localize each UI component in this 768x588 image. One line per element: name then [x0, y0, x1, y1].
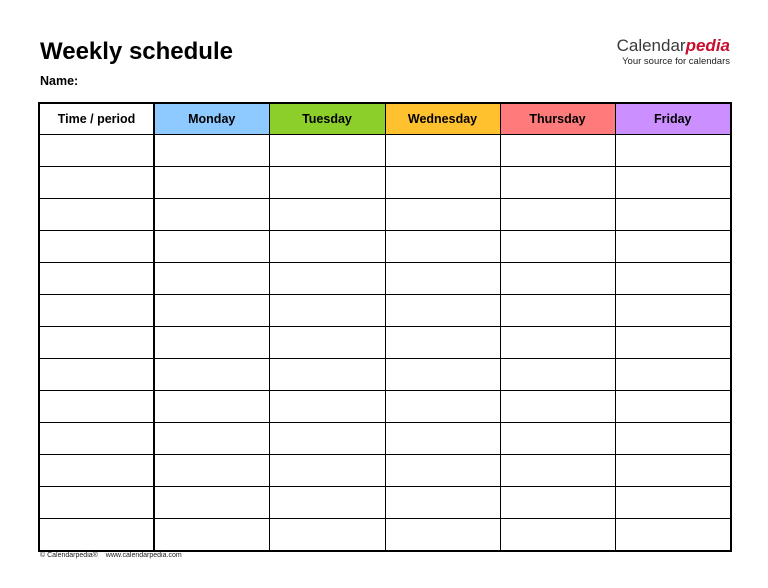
table-row	[39, 295, 731, 327]
day-header-friday: Friday	[615, 103, 731, 135]
schedule-cell[interactable]	[615, 391, 731, 423]
schedule-cell[interactable]	[154, 263, 269, 295]
schedule-cell[interactable]	[500, 487, 615, 519]
schedule-cell[interactable]	[615, 167, 731, 199]
time-period-cell[interactable]	[39, 167, 154, 199]
brand-name	[617, 36, 730, 56]
schedule-cell[interactable]	[615, 199, 731, 231]
schedule-cell[interactable]	[385, 199, 500, 231]
schedule-cell[interactable]	[385, 455, 500, 487]
time-period-cell[interactable]	[39, 519, 154, 552]
schedule-cell[interactable]	[269, 391, 385, 423]
schedule-cell[interactable]	[500, 263, 615, 295]
schedule-cell[interactable]	[385, 423, 500, 455]
schedule-cell[interactable]	[154, 487, 269, 519]
day-header-thursday: Thursday	[500, 103, 615, 135]
schedule-body	[39, 135, 731, 552]
schedule-cell[interactable]	[500, 295, 615, 327]
schedule-cell[interactable]	[269, 295, 385, 327]
schedule-cell[interactable]	[154, 295, 269, 327]
schedule-cell[interactable]	[154, 167, 269, 199]
schedule-cell[interactable]	[615, 487, 731, 519]
schedule-cell[interactable]	[615, 359, 731, 391]
table-row	[39, 423, 731, 455]
table-row	[39, 167, 731, 199]
time-period-cell[interactable]	[39, 295, 154, 327]
schedule-cell[interactable]	[269, 455, 385, 487]
schedule-cell[interactable]	[615, 327, 731, 359]
brand-tagline: Your source for calendars	[622, 56, 730, 67]
schedule-cell[interactable]	[385, 167, 500, 199]
schedule-cell[interactable]	[500, 359, 615, 391]
brand-logo[interactable]	[617, 36, 730, 67]
time-period-cell[interactable]	[39, 327, 154, 359]
schedule-cell[interactable]	[269, 423, 385, 455]
table-row	[39, 359, 731, 391]
schedule-cell[interactable]	[269, 327, 385, 359]
schedule-cell[interactable]	[269, 199, 385, 231]
page-title: Weekly schedule	[40, 38, 233, 65]
table-row	[39, 199, 731, 231]
schedule-cell[interactable]	[269, 135, 385, 167]
schedule-cell[interactable]	[385, 391, 500, 423]
table-row	[39, 135, 731, 167]
table-row	[39, 455, 731, 487]
schedule-cell[interactable]	[154, 327, 269, 359]
schedule-cell[interactable]	[385, 231, 500, 263]
time-period-cell[interactable]	[39, 231, 154, 263]
schedule-cell[interactable]	[615, 423, 731, 455]
footer-url[interactable]: www.calendarpedia.com	[105, 552, 182, 559]
table-row	[39, 263, 731, 295]
schedule-cell[interactable]	[385, 135, 500, 167]
time-period-cell[interactable]	[39, 487, 154, 519]
time-period-cell[interactable]	[39, 263, 154, 295]
schedule-cell[interactable]	[269, 519, 385, 552]
time-period-cell[interactable]	[39, 455, 154, 487]
schedule-cell[interactable]	[615, 231, 731, 263]
schedule-cell[interactable]	[385, 359, 500, 391]
schedule-cell[interactable]	[615, 135, 731, 167]
schedule-cell[interactable]	[615, 263, 731, 295]
time-period-cell[interactable]	[39, 359, 154, 391]
schedule-cell[interactable]	[269, 487, 385, 519]
schedule-cell[interactable]	[385, 487, 500, 519]
day-header-wednesday: Wednesday	[385, 103, 500, 135]
schedule-cell[interactable]	[154, 231, 269, 263]
schedule-cell[interactable]	[154, 359, 269, 391]
schedule-cell[interactable]	[385, 263, 500, 295]
footer	[40, 551, 182, 560]
table-row	[39, 327, 731, 359]
time-period-cell[interactable]	[39, 199, 154, 231]
schedule-cell[interactable]	[154, 423, 269, 455]
schedule-cell[interactable]	[500, 231, 615, 263]
schedule-cell[interactable]	[154, 199, 269, 231]
day-header-tuesday: Tuesday	[269, 103, 385, 135]
schedule-cell[interactable]	[154, 455, 269, 487]
schedule-cell[interactable]	[385, 519, 500, 552]
schedule-cell[interactable]	[385, 295, 500, 327]
schedule-cell[interactable]	[500, 455, 615, 487]
schedule-cell[interactable]	[500, 167, 615, 199]
schedule-cell[interactable]	[385, 327, 500, 359]
schedule-cell[interactable]	[615, 295, 731, 327]
schedule-cell[interactable]	[500, 327, 615, 359]
table-row	[39, 519, 731, 552]
day-header-monday: Monday	[154, 103, 269, 135]
schedule-cell[interactable]	[500, 423, 615, 455]
brand-name-prefix: Calendar	[616, 36, 686, 55]
header-row	[39, 103, 731, 135]
schedule-cell[interactable]	[154, 391, 269, 423]
weekly-schedule-table	[38, 102, 732, 552]
time-period-cell[interactable]	[39, 391, 154, 423]
schedule-cell[interactable]	[615, 455, 731, 487]
schedule-cell[interactable]	[269, 167, 385, 199]
table-row	[39, 487, 731, 519]
schedule-cell[interactable]	[500, 391, 615, 423]
time-period-header: Time / period	[39, 103, 154, 135]
table-row	[39, 391, 731, 423]
schedule-cell[interactable]	[154, 519, 269, 552]
schedule-cell[interactable]	[154, 135, 269, 167]
table-row	[39, 231, 731, 263]
brand-name-suffix: pedia	[685, 36, 730, 55]
time-period-cell[interactable]	[39, 135, 154, 167]
time-period-cell[interactable]	[39, 423, 154, 455]
schedule-cell[interactable]	[500, 199, 615, 231]
schedule-cell[interactable]	[269, 359, 385, 391]
schedule-cell[interactable]	[500, 135, 615, 167]
schedule-cell[interactable]	[269, 263, 385, 295]
name-label: Name:	[40, 74, 79, 88]
footer-copyright: © Calendarpedia®	[40, 552, 98, 559]
schedule-cell[interactable]	[269, 231, 385, 263]
schedule-cell[interactable]	[615, 519, 731, 552]
schedule-cell[interactable]	[500, 519, 615, 552]
